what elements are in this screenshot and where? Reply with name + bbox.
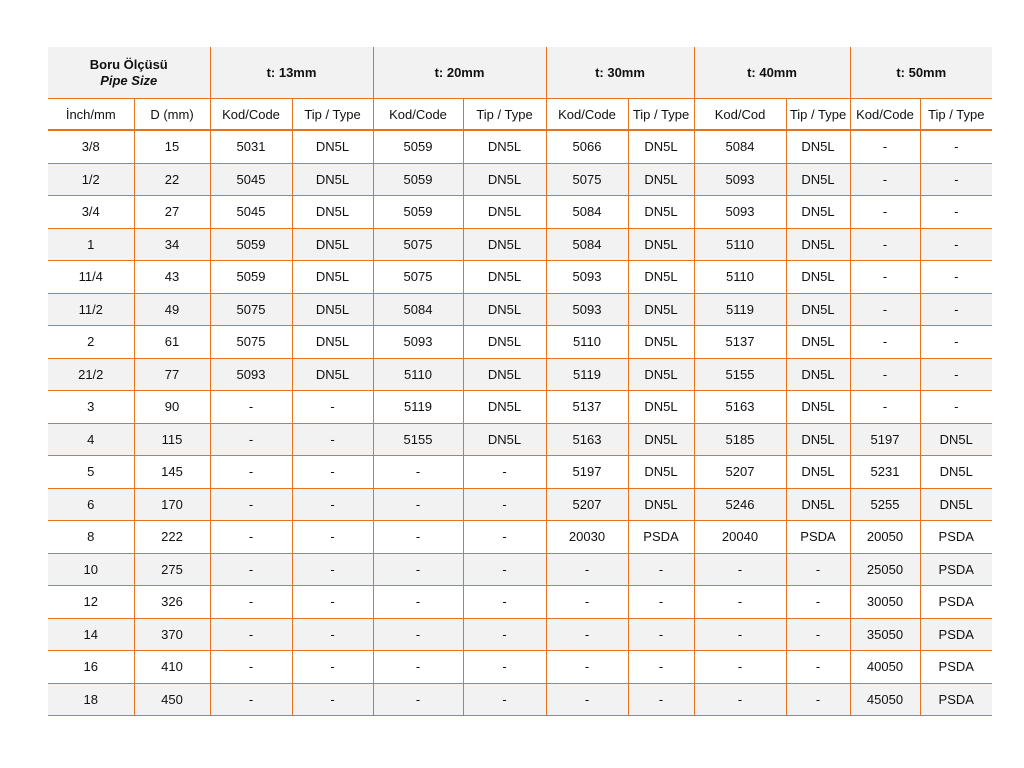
table-cell: - [373,521,463,554]
thickness-header-20mm: t: 20mm [373,47,546,99]
table-cell: DN5L [920,456,992,489]
table-cell: - [210,618,292,651]
table-cell: - [850,228,920,261]
table-cell: - [920,391,992,424]
table-cell: - [546,683,628,716]
table-cell: 5031 [210,130,292,163]
table-cell: 5185 [694,423,786,456]
table-cell: DN5L [463,358,546,391]
table-cell: 3 [48,391,134,424]
table-cell: 5110 [373,358,463,391]
table-cell: - [546,553,628,586]
table-cell: 5110 [546,326,628,359]
table-cell: 5066 [546,130,628,163]
table-cell: - [292,521,373,554]
column-header-row [48,99,992,131]
table-cell: - [850,163,920,196]
table-row [48,456,992,489]
column-header: İnch/mm [48,99,134,131]
table-cell: 5093 [210,358,292,391]
table-cell: DN5L [292,196,373,229]
table-cell: 90 [134,391,210,424]
pipe-size-header [48,47,210,99]
table-cell: DN5L [786,326,850,359]
table-cell: 5075 [210,326,292,359]
pipe-size-label-en: Pipe Size [100,72,158,88]
table-cell: 43 [134,261,210,294]
thickness-header-13mm: t: 13mm [210,47,373,99]
table-cell: 5137 [546,391,628,424]
table-cell: 326 [134,586,210,619]
table-cell: 3/4 [48,196,134,229]
table-cell: 5084 [694,130,786,163]
table-row [48,130,992,163]
table-cell: 10 [48,553,134,586]
table-cell: DN5L [786,196,850,229]
table-cell: DN5L [292,358,373,391]
table-cell: - [292,586,373,619]
table-cell: 22 [134,163,210,196]
table-cell: DN5L [786,488,850,521]
table-cell: - [694,553,786,586]
table-cell: DN5L [463,196,546,229]
table-row [48,326,992,359]
table-cell: - [628,618,694,651]
table-cell: - [373,651,463,684]
table-cell: - [210,586,292,619]
table-cell: DN5L [786,358,850,391]
table-body [48,130,992,716]
table-cell: PSDA [920,553,992,586]
table-cell: - [920,261,992,294]
table-cell: 410 [134,651,210,684]
table-cell: PSDA [920,521,992,554]
table-row [48,228,992,261]
table-cell: - [210,683,292,716]
table-row [48,391,992,424]
table-cell: 5207 [694,456,786,489]
table-cell: 5119 [694,293,786,326]
table-cell: - [850,358,920,391]
table-cell: DN5L [292,293,373,326]
table-cell: 21/2 [48,358,134,391]
table-cell: 450 [134,683,210,716]
table-cell: - [373,553,463,586]
table-cell: 370 [134,618,210,651]
table-cell: - [628,683,694,716]
table-cell: DN5L [463,228,546,261]
table-row [48,423,992,456]
table-cell: 20030 [546,521,628,554]
table-row [48,163,992,196]
table-cell: - [786,651,850,684]
table-cell: - [373,586,463,619]
table-cell: 5059 [210,261,292,294]
table-cell: 5045 [210,196,292,229]
table-cell: 5246 [694,488,786,521]
table-cell: DN5L [463,293,546,326]
table-cell: 1 [48,228,134,261]
table-cell: DN5L [628,391,694,424]
table-cell: - [920,228,992,261]
table-row [48,488,992,521]
table-cell: DN5L [628,261,694,294]
table-cell: 40050 [850,651,920,684]
table-row [48,521,992,554]
table-cell: - [463,651,546,684]
table-cell: PSDA [786,521,850,554]
column-header: Tip / Type [628,99,694,131]
table-cell: 5059 [373,196,463,229]
table-cell: - [463,553,546,586]
table-cell: DN5L [786,261,850,294]
table-cell: DN5L [786,423,850,456]
table-cell: 170 [134,488,210,521]
table-cell: 49 [134,293,210,326]
table-row [48,293,992,326]
table-cell: 5084 [373,293,463,326]
table-cell: 5119 [546,358,628,391]
table-cell: - [694,651,786,684]
table-cell: - [546,651,628,684]
table-cell: 115 [134,423,210,456]
table-cell: 5163 [694,391,786,424]
table-cell: - [463,683,546,716]
pipe-size-label-tr: Boru Ölçüsü [89,56,168,72]
table-cell: - [920,163,992,196]
column-header: Kod/Cod [694,99,786,131]
table-cell: - [786,553,850,586]
table-cell: - [920,293,992,326]
table-cell: 15 [134,130,210,163]
table-cell: 5255 [850,488,920,521]
table-cell: - [292,553,373,586]
table-cell: DN5L [628,456,694,489]
table-cell: 5137 [694,326,786,359]
table-cell: - [210,456,292,489]
table-cell: - [463,618,546,651]
column-header: Kod/Code [210,99,292,131]
table-cell: 5045 [210,163,292,196]
table-cell: 34 [134,228,210,261]
table-cell: DN5L [628,358,694,391]
thickness-header-40mm: t: 40mm [694,47,850,99]
table-cell: 20040 [694,521,786,554]
table-row [48,683,992,716]
table-cell: 275 [134,553,210,586]
column-header: Tip / Type [463,99,546,131]
column-header: Tip / Type [292,99,373,131]
table-cell: PSDA [920,618,992,651]
thickness-header-30mm: t: 30mm [546,47,694,99]
table-cell: - [292,683,373,716]
table-cell: - [373,488,463,521]
table-cell: 5093 [546,261,628,294]
table-cell: 8 [48,521,134,554]
table-cell: - [920,326,992,359]
table-cell: DN5L [628,228,694,261]
table-cell: - [920,196,992,229]
table-cell: PSDA [920,651,992,684]
table-cell: 77 [134,358,210,391]
table-cell: - [546,586,628,619]
table-row [48,196,992,229]
table-cell: 45050 [850,683,920,716]
table-cell: 5197 [546,456,628,489]
table-cell: - [628,651,694,684]
table-cell: - [546,618,628,651]
table-cell: DN5L [786,163,850,196]
table-cell: 5075 [210,293,292,326]
table-cell: DN5L [463,423,546,456]
table-cell: 5093 [694,163,786,196]
table-cell: PSDA [920,683,992,716]
table-cell: - [850,261,920,294]
table-cell: - [628,586,694,619]
table-cell: DN5L [786,130,850,163]
table-cell: DN5L [628,293,694,326]
table-row [48,553,992,586]
table-cell: DN5L [292,130,373,163]
table-cell: - [920,358,992,391]
table-cell: 5110 [694,228,786,261]
table-cell: 5093 [373,326,463,359]
table-cell: 3/8 [48,130,134,163]
column-header: D (mm) [134,99,210,131]
pipe-size-table [48,47,992,716]
table-cell: 5119 [373,391,463,424]
table-cell: 1/2 [48,163,134,196]
table-cell: 5197 [850,423,920,456]
table-cell: DN5L [786,228,850,261]
column-header: Kod/Code [373,99,463,131]
table-cell: 5093 [694,196,786,229]
table-cell: 27 [134,196,210,229]
table-cell: 5075 [546,163,628,196]
column-header: Tip / Type [786,99,850,131]
table-cell: DN5L [463,261,546,294]
table-cell: 5084 [546,228,628,261]
table-cell: 2 [48,326,134,359]
table-cell: - [850,326,920,359]
table-cell: - [463,456,546,489]
table-cell: - [210,553,292,586]
table-cell: 222 [134,521,210,554]
table-cell: PSDA [920,586,992,619]
thickness-header-50mm: t: 50mm [850,47,992,99]
table-cell: DN5L [628,423,694,456]
table-cell: - [292,488,373,521]
table-cell: - [850,130,920,163]
table-cell: - [628,553,694,586]
table-cell: - [210,651,292,684]
table-row [48,261,992,294]
table-cell: 11/4 [48,261,134,294]
table-cell: 5059 [210,228,292,261]
table-cell: - [373,683,463,716]
table-cell: DN5L [463,391,546,424]
table-cell: DN5L [786,293,850,326]
table-cell: - [694,683,786,716]
table-cell: 12 [48,586,134,619]
table-cell: 5163 [546,423,628,456]
table-cell: - [373,618,463,651]
table-cell: - [850,196,920,229]
table-cell: - [210,521,292,554]
table-cell: - [463,521,546,554]
column-header: Kod/Code [850,99,920,131]
table-cell: DN5L [463,326,546,359]
table-cell: PSDA [628,521,694,554]
table-cell: - [210,391,292,424]
table-cell: 5207 [546,488,628,521]
table-cell: - [786,683,850,716]
table-cell: 5075 [373,261,463,294]
table-cell: DN5L [786,456,850,489]
table-cell: - [694,618,786,651]
table-cell: - [292,651,373,684]
table-cell: 14 [48,618,134,651]
table-cell: - [850,293,920,326]
table-cell: 20050 [850,521,920,554]
table-cell: 61 [134,326,210,359]
table-cell: - [210,488,292,521]
table-cell: DN5L [292,163,373,196]
table-cell: DN5L [628,130,694,163]
table-cell: - [292,391,373,424]
table-cell: DN5L [628,488,694,521]
table-cell: 30050 [850,586,920,619]
table-cell: 5093 [546,293,628,326]
table-cell: - [373,456,463,489]
table-cell: DN5L [786,391,850,424]
table-cell: 5231 [850,456,920,489]
table-cell: DN5L [463,130,546,163]
table-cell: 6 [48,488,134,521]
group-header-row [48,47,992,99]
table-cell: - [920,130,992,163]
table-cell: 5059 [373,130,463,163]
table-row [48,586,992,619]
table-cell: DN5L [628,163,694,196]
table-cell: - [292,423,373,456]
table-cell: 5059 [373,163,463,196]
table-cell: 145 [134,456,210,489]
table-cell: 5075 [373,228,463,261]
table-cell: DN5L [920,423,992,456]
table-cell: 5110 [694,261,786,294]
table-cell: 11/2 [48,293,134,326]
table-cell: DN5L [628,196,694,229]
table-row [48,618,992,651]
table-cell: DN5L [292,326,373,359]
table-cell: 35050 [850,618,920,651]
table-cell: 16 [48,651,134,684]
table-cell: - [463,586,546,619]
table-cell: 18 [48,683,134,716]
table-cell: 5155 [694,358,786,391]
table-cell: 25050 [850,553,920,586]
table-cell: - [850,391,920,424]
table-cell: 5155 [373,423,463,456]
table-cell: - [786,618,850,651]
table-row [48,358,992,391]
table-cell: DN5L [463,163,546,196]
table-row [48,651,992,684]
table-cell: 4 [48,423,134,456]
column-header: Kod/Code [546,99,628,131]
table-cell: - [463,488,546,521]
table-cell: DN5L [292,261,373,294]
table-cell: - [210,423,292,456]
table-cell: - [694,586,786,619]
table-cell: - [786,586,850,619]
column-header: Tip / Type [920,99,992,131]
table-cell: DN5L [628,326,694,359]
table-cell: 5 [48,456,134,489]
table-cell: - [292,618,373,651]
table-cell: DN5L [920,488,992,521]
table-cell: DN5L [292,228,373,261]
table-cell: 5084 [546,196,628,229]
table-cell: - [292,456,373,489]
